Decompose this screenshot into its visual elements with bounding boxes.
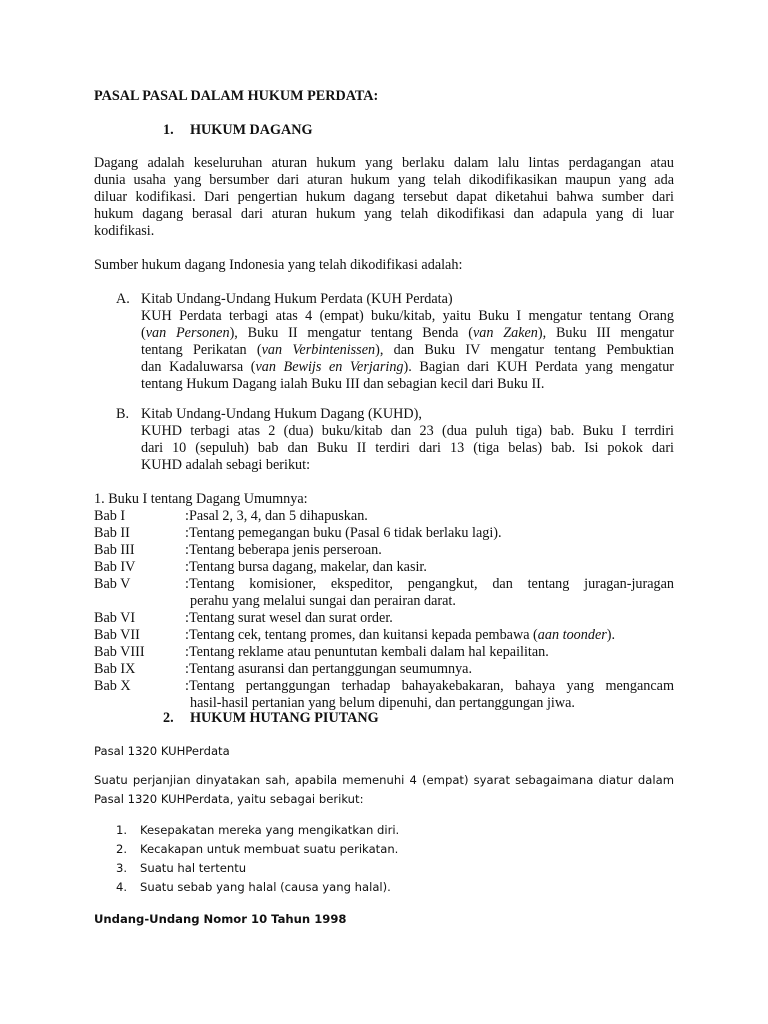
item-b-line: dari 10 (sepuluh) bab dan Buku II terdiri dari 13 (tiga belas) bab. Isi pokok dari [141,440,674,456]
list-item-text: Suatu hal tertentu [140,861,247,875]
bab-desc: :Tentang cek, tentang promes, dan kuitansi kepada pembawa (aan toonder). [185,627,616,643]
list-item-number: 1. [116,823,128,837]
buku-i-heading: 1. Buku I tentang Dagang Umumnya: [94,491,308,507]
paragraph-line: kodifikasi. [94,223,155,239]
pasal-1320-heading: Pasal 1320 KUHPerdata [94,744,230,758]
paragraph-line: Dagang adalah keseluruhan aturan hukum yang berlaku dalam lalu lintas perdagangan atau [94,155,674,171]
list-item-text: Kecakapan untuk membuat suatu perikatan. [140,842,399,856]
bab-label: Bab III [94,542,135,558]
paragraph-hukum-dagang [94,155,674,240]
bab-row [94,576,674,593]
bab-desc: :Tentang beberapa jenis perseroan. [185,542,382,558]
bab-row [94,644,674,661]
bab-row [94,525,674,542]
paragraph-sumber: Sumber hukum dagang Indonesia yang telah dikodifikasi adalah: [94,257,463,273]
list-item-number: 3. [116,861,128,875]
bab-label: Bab VIII [94,644,145,660]
bab-desc: :Tentang pemegangan buku (Pasal 6 tidak berlaku lagi). [185,525,502,541]
bab-label: Bab I [94,508,126,524]
bab-desc: :Pasal 2, 3, 4, dan 5 dihapuskan. [185,508,368,524]
section-1-heading: HUKUM DAGANG [190,122,313,138]
section-2-number: 2. [163,710,174,726]
bab-label: Bab IX [94,661,136,677]
page-title: PASAL PASAL DALAM HUKUM PERDATA: [94,88,379,104]
item-a-line: tentang Perikatan (van Verbintenissen), dan Buku IV mengatur tentang Pembuktian [141,342,674,358]
bab-label: Bab X [94,678,131,694]
paragraph-line: diluar kodifikasi. Dari pengertian hukum dagang tersebut dapat diketahui bahwa sumber dari [94,189,674,205]
bab-desc: :Tentang surat wesel dan surat order. [185,610,393,626]
bab-desc: :Tentang reklame atau penuntutan kembali dalam hal kepailitan. [185,644,549,660]
list-item-number: 4. [116,880,128,894]
section-2-heading: HUKUM HUTANG PIUTANG [190,710,379,726]
item-b-body [141,423,674,474]
item-b-heading: Kitab Undang-Undang Hukum Dagang (KUHD), [141,406,422,422]
item-a-line: (van Personen), Buku II mengatur tentang Benda (van Zaken), Buku III mengatur [141,325,674,341]
bab-row [94,678,674,695]
list-item-number: 2. [116,842,128,856]
bab-desc: :Tentang komisioner, ekspeditor, pengangkut, dan tentang juragan-juragan [185,576,674,592]
paragraph-line: hukum dagang berasal dari aturan hukum yang telah dikodifikasi dan adapula yang di luar [94,206,674,222]
bab-desc: :Tentang bursa dagang, makelar, dan kasir. [185,559,427,575]
bab-desc-continuation: perahu yang melalui sungai dan perairan darat. [190,593,456,609]
pasal-1320-paragraph [94,771,674,809]
bab-label: Bab II [94,525,130,541]
item-b-label: B. [116,406,130,422]
item-a-line: dan Kadaluwarsa (van Bewijs en Verjaring). Bagian dari KUH Perdata yang mengatur [141,359,675,375]
bab-row [94,661,674,678]
bab-row [94,559,674,576]
item-a-line: tentang Hukum Dagang ialah Buku III dan sebagian kecil dari Buku II. [141,376,545,392]
bab-desc: :Tentang pertanggungan terhadap bahayakebakaran, bahaya yang mengancam [185,678,674,694]
item-a-body [141,308,674,393]
pasal-line: Suatu perjanjian dinyatakan sah, apabila memenuhi 4 (empat) syarat sebagaimana diatur dalam [94,773,674,787]
paragraph-line: dunia usaha yang bersumber dari aturan hukum yang telah dikodifikasikan maupun yang ada [94,172,674,188]
bab-row [94,610,674,627]
section-1-number: 1. [163,122,174,138]
bab-label: Bab IV [94,559,136,575]
list-item-text: Suatu sebab yang halal (causa yang halal). [140,880,391,894]
item-a-line: KUH Perdata terbagi atas 4 (empat) buku/kitab, yaitu Buku I mengatur tentang Orang [141,308,674,324]
item-a-label: A. [116,291,130,307]
bab-label: Bab VI [94,610,136,626]
list-item-text: Kesepakatan mereka yang mengikatkan diri. [140,823,400,837]
undang-undang-heading: Undang-Undang Nomor 10 Tahun 1998 [94,912,347,926]
bab-desc-continuation: hasil-hasil pertanian yang belum dipenuhi, dan pertanggungan jiwa. [190,695,575,711]
bab-label: Bab VII [94,627,140,643]
bab-desc: :Tentang asuransi dan pertanggungan seumumnya. [185,661,473,677]
item-a-heading: Kitab Undang-Undang Hukum Perdata (KUH Perdata) [141,291,453,307]
item-b-line: KUHD adalah sebagi berikut: [141,457,311,473]
bab-row [94,508,674,525]
bab-label: Bab V [94,576,131,592]
bab-row [94,542,674,559]
item-b-line: KUHD terbagi atas 2 (dua) buku/kitab dan 23 (dua puluh tiga) bab. Buku I terrdiri [141,423,674,439]
bab-row [94,627,674,644]
pasal-line: Pasal 1320 KUHPerdata, yaitu sebagai berikut: [94,792,364,806]
